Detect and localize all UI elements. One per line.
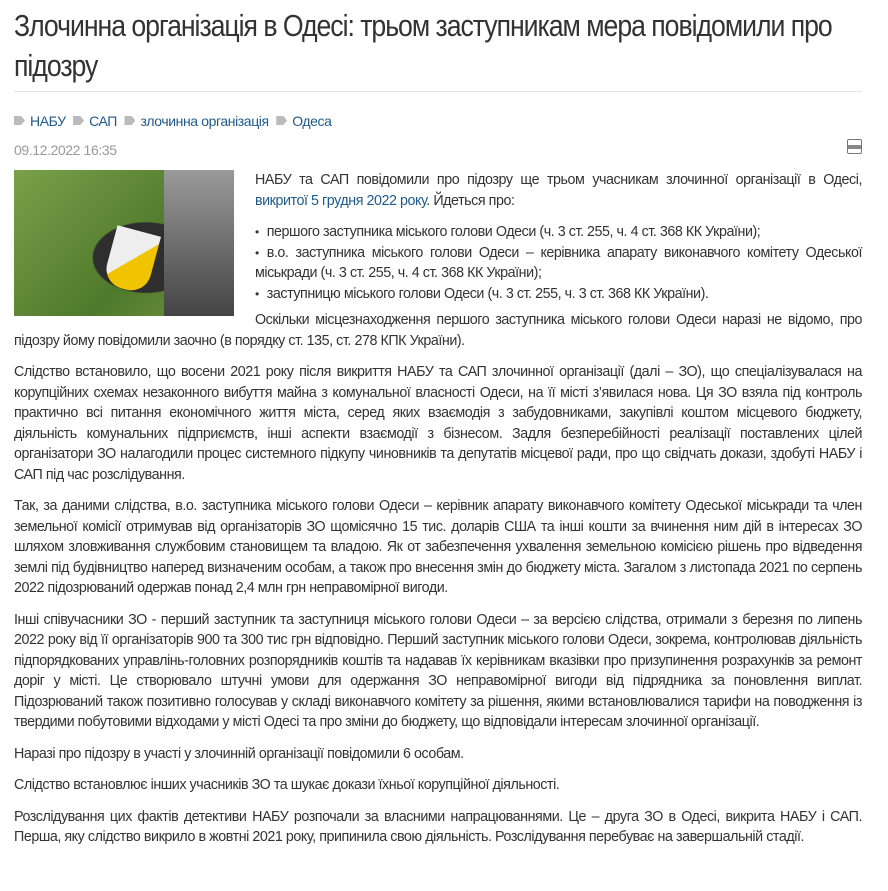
print-icon[interactable] bbox=[847, 139, 862, 154]
title-divider bbox=[14, 91, 862, 92]
list-item: • першого заступника міського голови Одеси (ч. 3 ст. 255, ч. 4 ст. 368 КК України); bbox=[255, 222, 862, 243]
article-body bbox=[14, 170, 862, 848]
tag-odesa[interactable] bbox=[276, 113, 331, 129]
exposed-link[interactable]: викритої 5 грудня 2022 року bbox=[255, 192, 427, 209]
page-title: Злочинна організація в Одесі: трьом заступникам мера повідомили про підозру bbox=[14, 8, 832, 83]
tag-icon bbox=[14, 116, 25, 125]
paragraph: Слідство встановлює інших учасників ЗО та шукає докази їхньої корупційної діяльності. bbox=[14, 777, 560, 793]
intro-text-end: . Йдеться про: bbox=[426, 192, 515, 209]
tag-icon bbox=[73, 116, 84, 125]
tag-label: злочинна організація bbox=[140, 112, 269, 129]
tag-label: Одеса bbox=[292, 112, 332, 129]
tag-icon bbox=[276, 116, 287, 125]
paragraph: Слідство встановило, що восени 2021 року після викриття НАБУ та САП злочинної організації (далі – ЗО), що спеціалізувалася на корупційних схемах незаконного вибуття майна з комунальної власності Одеси, на її місті з’явилася нова. Ця ЗО взяла під контроль практично всі питання економічного життя міста, серед яких взаємодія з забудовниками, закупівлі коштом місцевого бюджету, діяльність комунальних підприємств, інші аспекти взаємодії з бізнесом. Задля безперебійності реалізації поставлених цілей організатори ЗО налагодили процес системного підкупу чиновників та депутатів місцевої ради, про що свідчать докази, здобуті НАБУ і САП під час розслідування. bbox=[14, 364, 862, 483]
tag-list bbox=[14, 112, 862, 134]
tag-label: НАБУ bbox=[30, 112, 66, 129]
paragraph: Так, за даними слідства, в.о. заступника міського голови Одеси – керівник апарату виконавчого комітету Одеської міськради та член земельної комісії отримував від організаторів ЗО щомісячно 15 тис. доларів США та інші кошти за вчинення ним дій в інтересах ЗО шляхом зловживання службовим становищем та владою. Як от забезпечення ухвалення земельною комісією рішень про відведення землі під будівництво наперед визначеним особам, а також про внесення змін до бюджету міста. Загалом з листопада 2021 по серпень 2022 підозрюваний одержав понад 2,4 млн грн неправомірної вигоди. bbox=[14, 498, 862, 596]
tag-sap[interactable] bbox=[73, 113, 117, 129]
list-item: • заступницю міського голови Одеси (ч. 3 ст. 255, ч. 3 ст. 368 КК України). bbox=[255, 284, 862, 305]
publish-date: 09.12.2022 16:35 bbox=[14, 142, 117, 158]
tag-nabu[interactable] bbox=[14, 113, 66, 129]
tag-icon bbox=[124, 116, 135, 125]
paragraph: Наразі про підозру в участі у злочинній організації повідомили 6 особам. bbox=[14, 745, 464, 762]
paragraph: Інші співучасники ЗО - перший заступник та заступниця міського голови Одеси – за версією слідства, отримали з березня по липень 2022 року від її організаторів 900 та 300 тис грн відповідно. Перший заступник міського голови Одеси, зокрема, контролював діяльність підпорядкованих управлінь-головних розпорядників коштів та надавав їх керівникам вказівки про призупинення розрахунків за ремонт доріг у місті. Це створювало штучні умови для одержання ЗО неправомірної вигоди від підрядника за поновлення виплат. Підозрюваний також позитивно голосував у складі виконавчого комітету за рішення, якими встановлювалися тарифи на поводження із твердими побутовими відходами у місті Одесі та про зміни до бюджету, що відповідали інтересам злочинної організації. bbox=[14, 611, 862, 730]
paragraph: Розслідування цих фактів детективи НАБУ розпочали за власними напрацюваннями. Це – друга ЗО в Одесі, викрита НАБУ і САП. Перша, яку слідство викрило в жовтні 2021 року, припинила свою діяльність. Розслідування перебуває на завершальній стадії. bbox=[14, 808, 862, 845]
article-photo bbox=[14, 170, 234, 316]
suspects-list bbox=[255, 222, 862, 304]
tag-criminal-org[interactable] bbox=[124, 113, 268, 129]
list-item: • в.о. заступника міського голови Одеси – керівника апарату виконавчого комітету Одеської міськради (ч. 3 ст. 255, ч. 4 ст. 368 КК України); bbox=[255, 243, 862, 284]
intro-text: НАБУ та САП повідомили про підозру ще трьом учасникам злочинної організації в Одесі, bbox=[255, 172, 862, 188]
paragraph: Оскільки місцезнаходження першого заступника міського голови Одеси наразі не відомо, про підозру йому повідомили заочно (в порядку ст. 135, ст. 278 КПК України). bbox=[14, 312, 862, 349]
tag-label: САП bbox=[89, 112, 117, 129]
article bbox=[0, 6, 888, 848]
